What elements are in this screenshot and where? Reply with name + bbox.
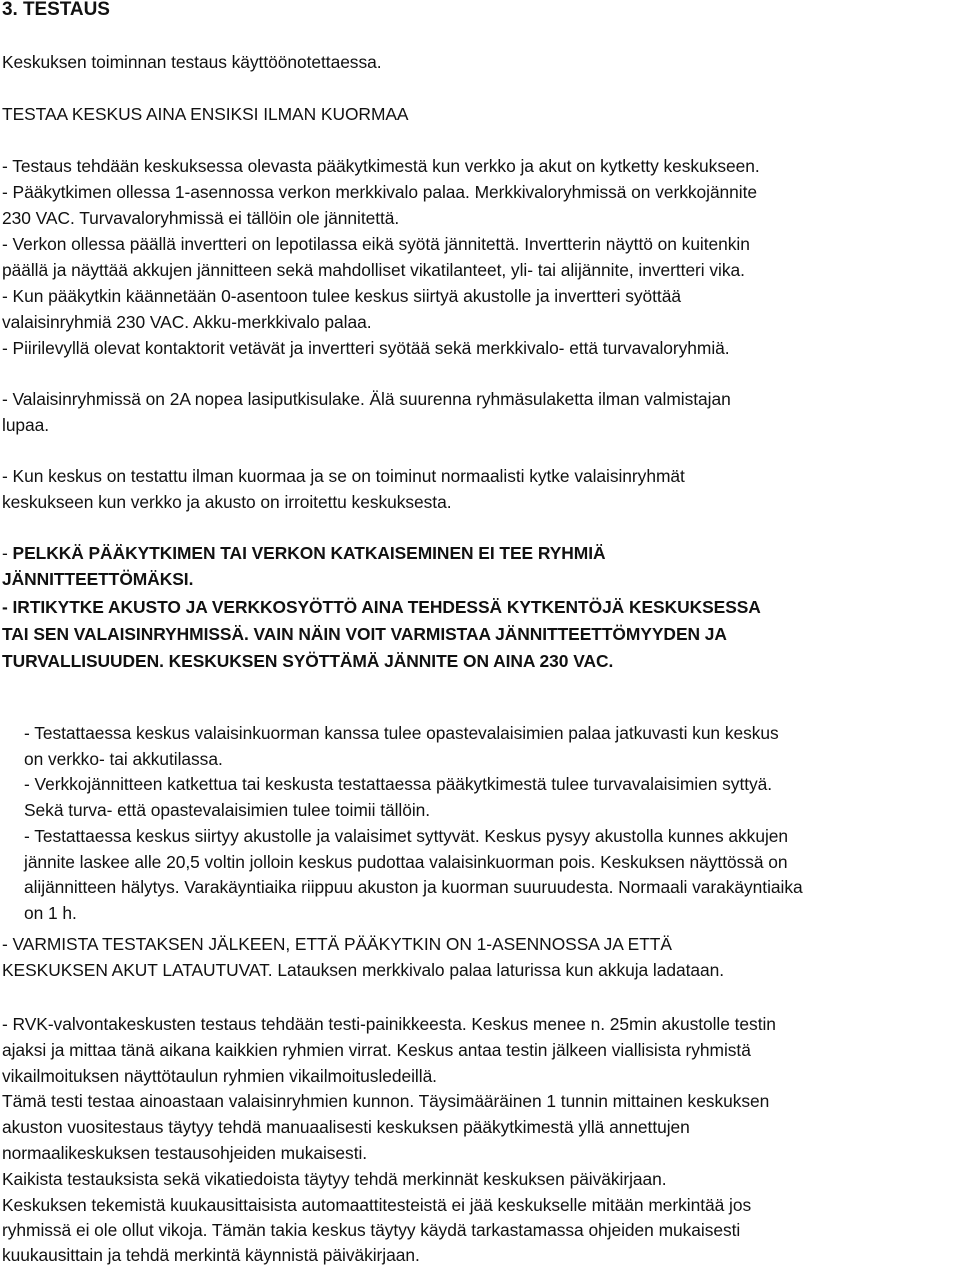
paragraph-line: KESKUKSEN AKUT LATAUTUVAT. Latauksen merkkivalo palaa laturissa kun akkuja ladataan.	[2, 960, 725, 980]
indented-line: jännite laskee alle 20,5 voltin jolloin keskus pudottaa valaisinkuorman pois. Keskuksen näyttössä on	[24, 852, 788, 872]
warning-bold-text: PELKKÄ PÄÄKYTKIMEN TAI VERKON KATKAISEMINEN EI TEE RYHMIÄ	[12, 543, 606, 563]
warning-bold-line: - IRTIKYTKE AKUSTO JA VERKKOSYÖTTÖ AINA TEHDESSÄ KYTKENTÖJÄ KESKUKSESSA	[2, 597, 761, 617]
warning-caps-text: TESTAA KESKUS AINA ENSIKSI ILMAN KUORMAA	[2, 104, 409, 124]
bullet-dash: -	[2, 543, 13, 563]
warning-bold-line: TAI SEN VALAISINRYHMISSÄ. VAIN NÄIN VOIT VARMISTAA JÄNNITTEETTÖMYYDEN JA	[2, 624, 727, 644]
indented-line: on 1 h.	[24, 903, 77, 923]
paragraph-line: normaalikeskuksen testausohjeiden mukaisesti.	[2, 1143, 368, 1163]
indented-line: - Testattaessa keskus siirtyy akustolle ja valaisimet syttyvät. Keskus pysyy akustolla kunnes akkujen	[24, 826, 789, 846]
paragraph-line: akuston vuositestaus täytyy tehdä manuaalisesti keskuksen pääkytkimestä yllä annettujen	[2, 1117, 690, 1137]
indented-line: - Verkkojännitteen katkettua tai keskusta testattaessa pääkytkimestä tulee turvavalaisimien syttyä.	[24, 774, 773, 794]
indented-line: - Testattaessa keskus valaisinkuorman kanssa tulee opastevalaisimien palaa jatkuvasti kun keskus	[24, 723, 779, 743]
paragraph-line: - Piirilevyllä olevat kontaktorit vetävät ja invertteri syötää sekä merkkivalo- että turvavaloryhmiä.	[2, 338, 730, 358]
paragraph-line: kuukausittain ja tehdä merkintä käynnistä päiväkirjaan.	[2, 1245, 420, 1265]
section-heading: 3. TESTAUS	[2, 0, 110, 20]
warning-bold-line	[2, 543, 606, 563]
paragraph-line: ajaksi ja mittaa tänä aikana kaikkien ryhmien virrat. Keskus antaa testin jälkeen viallisista ryhmistä	[2, 1040, 751, 1060]
indented-line: Sekä turva- että opastevalaisimien tulee toimii tällöin.	[24, 800, 431, 820]
warning-bold-line: TURVALLISUUDEN. KESKUKSEN SYÖTTÄMÄ JÄNNITE ON AINA 230 VAC.	[2, 651, 614, 671]
paragraph-line: Keskuksen tekemistä kuukausittaisista automaattitesteistä ei jää keskukselle mitään merkintää jos	[2, 1195, 752, 1215]
paragraph-line: ryhmissä ei ole ollut vikoja. Tämän takia keskus täytyy käydä tarkastamassa ohjeiden mukaisesti	[2, 1220, 741, 1240]
paragraph-line: - Verkon ollessa päällä invertteri on lepotilassa eikä syötä jännitettä. Invertterin näyttö on kuitenkin	[2, 234, 750, 254]
intro-text: Keskuksen toiminnan testaus käyttöönotettaessa.	[2, 52, 382, 72]
indented-line: alijännitteen hälytys. Varakäyntiaika riippuu akuston ja kuorman suuruudesta. Normaali varakäyntiaika	[24, 877, 803, 897]
paragraph-line: päällä ja näyttää akkujen jännitteen sekä mahdolliset vikatilanteet, yli- tai alijännite, invertteri vika.	[2, 260, 745, 280]
paragraph-line: keskukseen kun verkko ja akusto on irroitettu keskuksesta.	[2, 492, 452, 512]
paragraph-line: - Testaus tehdään keskuksessa olevasta pääkytkimestä kun verkko ja akut on kytketty keskukseen.	[2, 156, 760, 176]
paragraph-line: Kaikista testauksista sekä vikatiedoista täytyy tehdä merkinnät keskuksen päiväkirjaan.	[2, 1169, 667, 1189]
indented-line: on verkko- tai akkutilassa.	[24, 749, 223, 769]
paragraph-line: valaisinryhmiä 230 VAC. Akku-merkkivalo palaa.	[2, 312, 372, 332]
paragraph-line: Tämä testi testaa ainoastaan valaisinryhmien kunnon. Täysimääräinen 1 tunnin mittainen keskuksen	[2, 1091, 770, 1111]
paragraph-line: - RVK-valvontakeskusten testaus tehdään testi-painikkeesta. Keskus menee n. 25min akustolle testin	[2, 1014, 776, 1034]
paragraph-line: lupaa.	[2, 415, 50, 435]
paragraph-line: - Kun pääkytkin käännetään 0-asentoon tulee keskus siirtyä akustolle ja invertteri syöttää	[2, 286, 681, 306]
warning-bold-line: JÄNNITTEETTÖMÄKSI.	[2, 569, 194, 589]
paragraph-line: vikailmoituksen näyttötaulun ryhmien vikailmoitusledeillä.	[2, 1066, 437, 1086]
paragraph-line: - Kun keskus on testattu ilman kuormaa ja se on toiminut normaalisti kytke valaisinryhmät	[2, 466, 685, 486]
paragraph-line: 230 VAC. Turvavaloryhmissä ei tällöin ole jännitettä.	[2, 208, 400, 228]
paragraph-line: - Valaisinryhmissä on 2A nopea lasiputkisulake. Älä suurenna ryhmäsulaketta ilman valmistajan	[2, 389, 731, 409]
paragraph-line: - Pääkytkimen ollessa 1-asennossa verkon merkkivalo palaa. Merkkivaloryhmissä on verkkojännite	[2, 182, 758, 202]
paragraph-line: - VARMISTA TESTAKSEN JÄLKEEN, ETTÄ PÄÄKYTKIN ON 1-ASENNOSSA JA ETTÄ	[2, 934, 672, 954]
